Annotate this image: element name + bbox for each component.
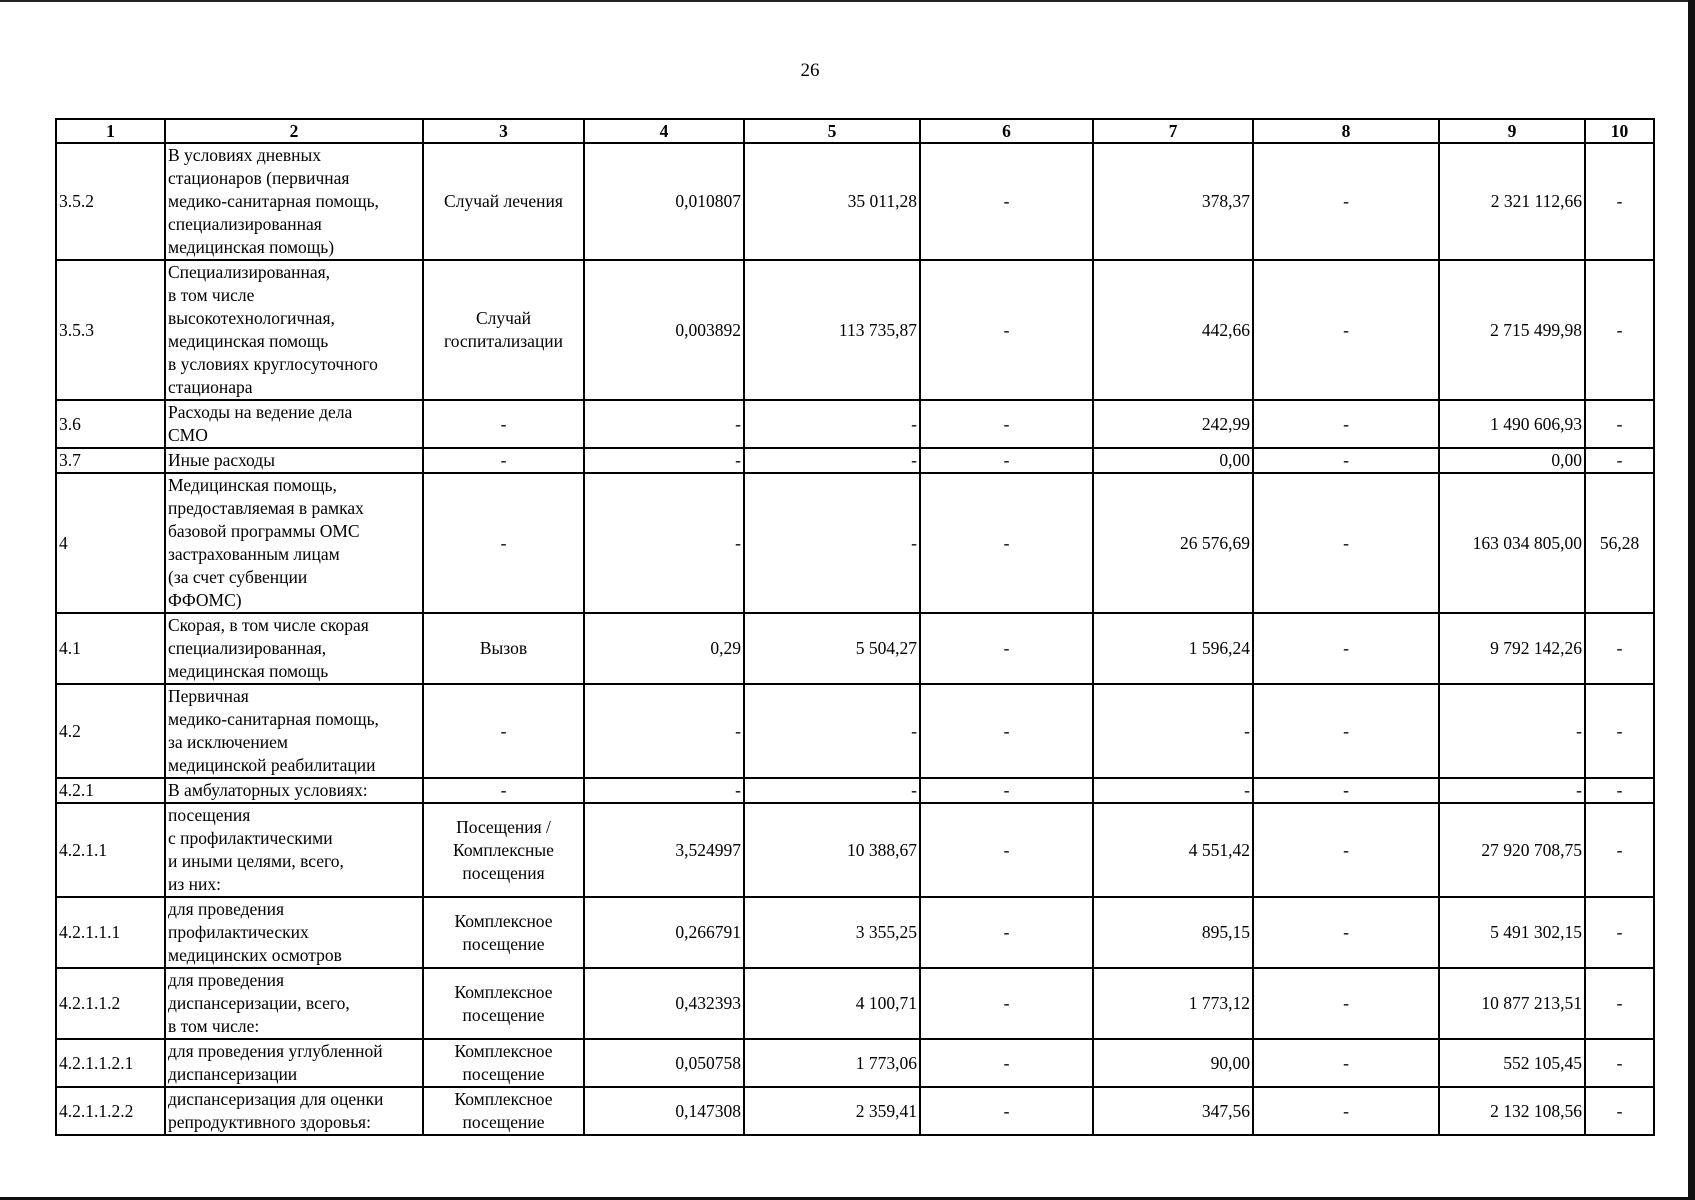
row-unit: - [423, 684, 584, 778]
row-unit: - [423, 778, 584, 803]
row-col8: - [1253, 684, 1439, 778]
column-header: 9 [1439, 119, 1585, 143]
table-body [56, 143, 1654, 1135]
row-unit: Комплексное посещение [423, 1039, 584, 1087]
row-col4: 0,050758 [584, 1039, 744, 1087]
row-col10: - [1585, 448, 1654, 473]
row-col7: 442,66 [1093, 260, 1253, 400]
row-col5: 5 504,27 [744, 613, 920, 684]
row-col4: - [584, 473, 744, 613]
row-name: Иные расходы [165, 448, 423, 473]
row-code: 3.5.3 [56, 260, 165, 400]
row-col7: 1 773,12 [1093, 968, 1253, 1039]
row-code: 4.2.1.1.2.2 [56, 1087, 165, 1135]
row-col7: 90,00 [1093, 1039, 1253, 1087]
row-col10: - [1585, 778, 1654, 803]
table-row [56, 400, 1654, 448]
row-code: 4.2.1.1.2.1 [56, 1039, 165, 1087]
row-col4: 0,266791 [584, 897, 744, 968]
row-col9: 10 877 213,51 [1439, 968, 1585, 1039]
row-unit: Комплексное посещение [423, 897, 584, 968]
column-header: 1 [56, 119, 165, 143]
row-col6: - [920, 613, 1093, 684]
row-col8: - [1253, 778, 1439, 803]
row-col10: - [1585, 260, 1654, 400]
row-col9: 2 321 112,66 [1439, 143, 1585, 260]
row-unit: - [423, 448, 584, 473]
row-unit: Случай лечения [423, 143, 584, 260]
row-col9: 2 132 108,56 [1439, 1087, 1585, 1135]
row-col6: - [920, 897, 1093, 968]
table-row [56, 803, 1654, 897]
row-col8: - [1253, 968, 1439, 1039]
row-col5: 3 355,25 [744, 897, 920, 968]
row-col4: - [584, 778, 744, 803]
table-row [56, 260, 1654, 400]
row-col10: - [1585, 613, 1654, 684]
scan-border-top [0, 0, 1695, 2]
row-col6: - [920, 803, 1093, 897]
column-header: 7 [1093, 119, 1253, 143]
row-col7: 26 576,69 [1093, 473, 1253, 613]
table-row [56, 897, 1654, 968]
table-row [56, 473, 1654, 613]
row-col4: 3,524997 [584, 803, 744, 897]
column-header: 6 [920, 119, 1093, 143]
row-name: Первичная медико-санитарная помощь, за исключением медицинской реабилитации [165, 684, 423, 778]
row-col7: - [1093, 778, 1253, 803]
row-col8: - [1253, 803, 1439, 897]
table-row [56, 613, 1654, 684]
row-col9: 163 034 805,00 [1439, 473, 1585, 613]
page-number: 26 [800, 60, 820, 81]
column-header: 10 [1585, 119, 1654, 143]
row-unit: Комплексное посещение [423, 968, 584, 1039]
row-col6: - [920, 260, 1093, 400]
row-col6: - [920, 778, 1093, 803]
row-col5: 4 100,71 [744, 968, 920, 1039]
row-col4: 0,003892 [584, 260, 744, 400]
row-col8: - [1253, 400, 1439, 448]
column-header: 8 [1253, 119, 1439, 143]
scan-border-right [1688, 0, 1695, 1200]
row-col6: - [920, 143, 1093, 260]
row-name: В условиях дневных стационаров (первичная медико-санитарная помощь, специализированная медицинская помощь) [165, 143, 423, 260]
row-col10: - [1585, 143, 1654, 260]
table-row [56, 968, 1654, 1039]
row-col5: 10 388,67 [744, 803, 920, 897]
row-name: В амбулаторных условиях: [165, 778, 423, 803]
row-col5: - [744, 778, 920, 803]
row-code: 4.2 [56, 684, 165, 778]
column-header: 3 [423, 119, 584, 143]
table-row [56, 1087, 1654, 1135]
row-col7: 378,37 [1093, 143, 1253, 260]
expenses-table [55, 118, 1655, 1136]
row-col6: - [920, 400, 1093, 448]
row-name: для проведения углубленной диспансеризации [165, 1039, 423, 1087]
column-header: 5 [744, 119, 920, 143]
row-col8: - [1253, 473, 1439, 613]
row-col5: - [744, 448, 920, 473]
row-code: 4.2.1.1.2 [56, 968, 165, 1039]
row-col5: 113 735,87 [744, 260, 920, 400]
row-code: 4.2.1.1 [56, 803, 165, 897]
table-row [56, 143, 1654, 260]
row-col7: 242,99 [1093, 400, 1253, 448]
row-col9: 5 491 302,15 [1439, 897, 1585, 968]
row-col6: - [920, 448, 1093, 473]
table-row [56, 448, 1654, 473]
row-code: 4.1 [56, 613, 165, 684]
row-name: Медицинская помощь, предоставляемая в рамках базовой программы ОМС застрахованным лицам (за счет субвенции ФФОМС) [165, 473, 423, 613]
table-row [56, 684, 1654, 778]
row-col4: - [584, 684, 744, 778]
row-col9: 2 715 499,98 [1439, 260, 1585, 400]
row-col5: 1 773,06 [744, 1039, 920, 1087]
row-col8: - [1253, 143, 1439, 260]
row-col4: - [584, 448, 744, 473]
row-col4: 0,29 [584, 613, 744, 684]
row-col4: 0,147308 [584, 1087, 744, 1135]
row-col7: 1 596,24 [1093, 613, 1253, 684]
row-col9: - [1439, 684, 1585, 778]
row-code: 4 [56, 473, 165, 613]
row-name: диспансеризация для оценки репродуктивного здоровья: [165, 1087, 423, 1135]
row-col6: - [920, 1087, 1093, 1135]
row-col6: - [920, 1039, 1093, 1087]
row-code: 4.2.1 [56, 778, 165, 803]
row-name: Расходы на ведение дела СМО [165, 400, 423, 448]
row-col10: - [1585, 1087, 1654, 1135]
row-name: для проведения профилактических медицинских осмотров [165, 897, 423, 968]
row-col6: - [920, 968, 1093, 1039]
table-row [56, 1039, 1654, 1087]
row-col10: - [1585, 803, 1654, 897]
column-header: 2 [165, 119, 423, 143]
row-col8: - [1253, 613, 1439, 684]
row-code: 3.5.2 [56, 143, 165, 260]
row-col7: 0,00 [1093, 448, 1253, 473]
row-col5: - [744, 684, 920, 778]
row-name: для проведения диспансеризации, всего, в том числе: [165, 968, 423, 1039]
row-col9: 1 490 606,93 [1439, 400, 1585, 448]
row-col8: - [1253, 1039, 1439, 1087]
row-col5: - [744, 400, 920, 448]
table-row [56, 778, 1654, 803]
row-col4: 0,432393 [584, 968, 744, 1039]
row-unit: Случай госпитализации [423, 260, 584, 400]
row-unit: Посещения / Комплексные посещения [423, 803, 584, 897]
row-col9: 27 920 708,75 [1439, 803, 1585, 897]
row-col4: - [584, 400, 744, 448]
row-col6: - [920, 684, 1093, 778]
row-col8: - [1253, 448, 1439, 473]
row-code: 3.6 [56, 400, 165, 448]
row-col10: - [1585, 400, 1654, 448]
row-unit: - [423, 400, 584, 448]
row-col10: - [1585, 1039, 1654, 1087]
row-col4: 0,010807 [584, 143, 744, 260]
row-col8: - [1253, 1087, 1439, 1135]
row-col9: 9 792 142,26 [1439, 613, 1585, 684]
row-col7: - [1093, 684, 1253, 778]
row-col9: 0,00 [1439, 448, 1585, 473]
row-col7: 895,15 [1093, 897, 1253, 968]
row-name: посещения с профилактическими и иными целями, всего, из них: [165, 803, 423, 897]
row-col10: - [1585, 968, 1654, 1039]
row-col10: 56,28 [1585, 473, 1654, 613]
row-col9: - [1439, 778, 1585, 803]
row-name: Скорая, в том числе скорая специализированная, медицинская помощь [165, 613, 423, 684]
column-header: 4 [584, 119, 744, 143]
row-col5: - [744, 473, 920, 613]
row-code: 4.2.1.1.1 [56, 897, 165, 968]
row-unit: - [423, 473, 584, 613]
row-col10: - [1585, 897, 1654, 968]
row-col9: 552 105,45 [1439, 1039, 1585, 1087]
row-unit: Комплексное посещение [423, 1087, 584, 1135]
row-col5: 2 359,41 [744, 1087, 920, 1135]
row-col6: - [920, 473, 1093, 613]
row-code: 3.7 [56, 448, 165, 473]
row-name: Специализированная, в том числе высокотехнологичная, медицинская помощь в условиях круглосуточного стационара [165, 260, 423, 400]
row-col10: - [1585, 684, 1654, 778]
row-unit: Вызов [423, 613, 584, 684]
column-number-row [56, 119, 1654, 143]
row-col8: - [1253, 897, 1439, 968]
row-col7: 347,56 [1093, 1087, 1253, 1135]
row-col7: 4 551,42 [1093, 803, 1253, 897]
row-col5: 35 011,28 [744, 143, 920, 260]
row-col8: - [1253, 260, 1439, 400]
